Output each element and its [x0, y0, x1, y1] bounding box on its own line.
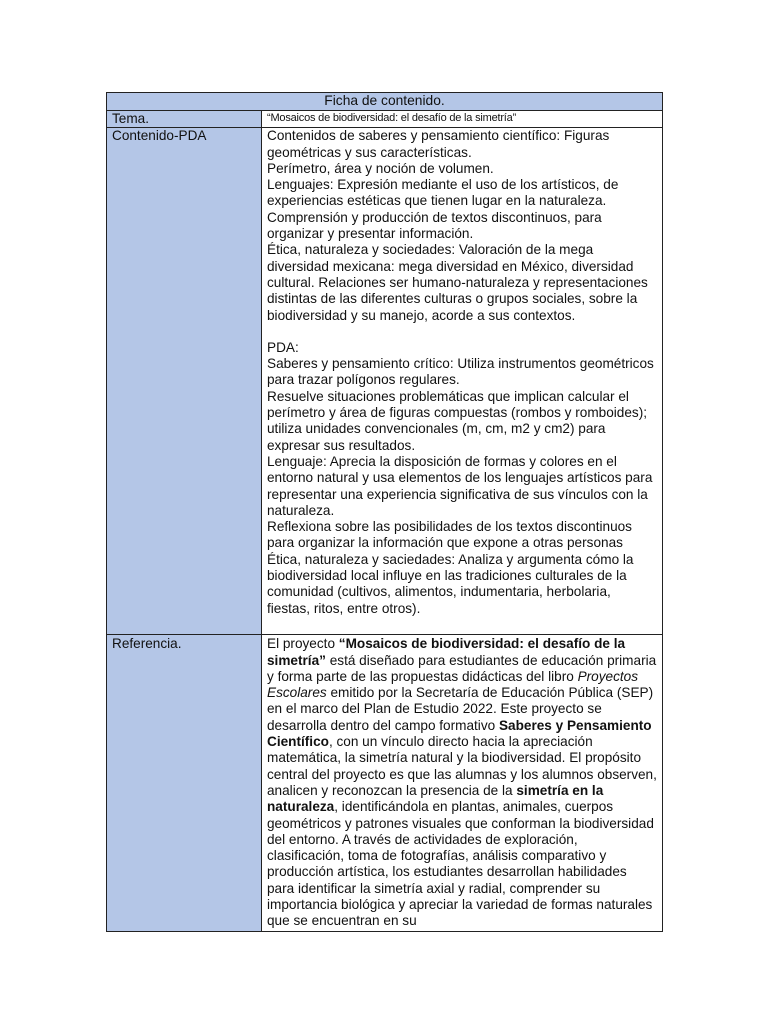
contenido-value: [262, 128, 663, 635]
paragraph-gap: [267, 324, 657, 340]
referencia-text: está diseñado para estudiantes de educación primaria y forma parte de las propuestas didácticas del libro: [267, 652, 657, 684]
referencia-text: , identificándola en plantas, animales, cuerpos geométricos y patrones visuales que conforman la biodiversidad del entorno. A través de actividades de exploración, clasificación, toma de fotografías, análisis comparativo y producción artística, los estudiantes desarrollan habilidades para identificar la simetría axial y radial, comprender su importancia biológica y apreciar la variedad de formas naturales que se encuentran en su: [267, 799, 654, 929]
contenido-line: Ética, naturaleza y sociedades: Valoración de la mega diversidad mexicana: mega diversidad en México, diversidad cultural. Relaciones ser humano-naturaleza y representaciones distintas de las diferentes culturas o grupos sociales, sobre la biodiversidad y su manejo, acorde a sus contextos.: [267, 242, 648, 323]
pda-line: Lenguaje: Aprecia la disposición de formas y colores en el entorno natural y usa elementos de los lenguajes artísticos para representar una experiencia significativa de sus vínculos con la naturaleza.: [267, 453, 653, 518]
tema-value: “Mosaicos de biodiversidad: el desafío de la simetría”: [262, 111, 663, 128]
pda-line: Resuelve situaciones problemáticas que implican calcular el perímetro y área de figuras compuestas (rombos y romboides); utiliza unidades convencionales (m, cm, m2 y cm2) para expresar sus resultados.: [267, 388, 648, 453]
pda-heading: PDA:: [267, 339, 299, 355]
project-title-bold: “Mosaicos de biodiversidad: el desafío de la simetría”: [267, 636, 626, 668]
pda-line: Saberes y pensamiento crítico: Utiliza instrumentos geométricos para trazar polígonos regulares.: [267, 356, 654, 388]
contenido-line: Contenidos de saberes y pensamiento científico: Figuras geométricas y sus características.: [267, 128, 610, 160]
pda-line: Reflexiona sobre las posibilidades de los textos discontinuos para organizar la información que expone a otras personas: [267, 519, 632, 551]
contenido-line: Perímetro, área y noción de volumen.: [267, 160, 494, 176]
contenido-line: Lenguajes: Expresión mediante el uso de los artísticos, de experiencias estéticas que tienen lugar en la naturaleza.: [267, 177, 619, 209]
referencia-label: Referencia.: [107, 635, 262, 932]
tema-row: [107, 111, 663, 128]
referencia-row: [107, 635, 663, 932]
contenido-line: Comprensión y producción de textos discontinuos, para organizar y presentar información.: [267, 209, 602, 242]
ficha-table: [106, 92, 663, 932]
campo-formativo-bold: Saberes y Pensamiento Científico: [267, 717, 652, 750]
simetria-bold: simetría en la naturaleza: [267, 782, 604, 815]
tema-label: Tema.: [107, 111, 262, 128]
book-title-italic: Proyectos Escolares: [267, 668, 639, 701]
contenido-label: Contenido-PDA: [107, 128, 262, 635]
table-title: Ficha de contenido.: [107, 93, 663, 111]
referencia-text: El proyecto: [267, 636, 339, 652]
pda-line: Ética, naturaleza y saciedades: Analiza y argumenta cómo la biodiversidad local influye en las tradiciones culturales de la comunidad (cultivos, alimentos, indumentaria, herbolaria, fiestas, ritos, entre otros).: [267, 551, 634, 616]
referencia-value: [262, 635, 663, 932]
referencia-text: emitido por la Secretaría de Educación Pública (SEP) en el marco del Plan de Estudio 2022. Este proyecto se desarrolla dentro del campo formativo: [267, 685, 654, 733]
referencia-text: , con un vínculo directo hacia la apreciación matemática, la simetría natural y la biodiversidad. El propósito central del proyecto es que las alumnas y los alumnos observen, analicen y reconozcan la presencia de la: [267, 734, 657, 798]
title-row: [107, 93, 663, 111]
contenido-row: [107, 128, 663, 635]
